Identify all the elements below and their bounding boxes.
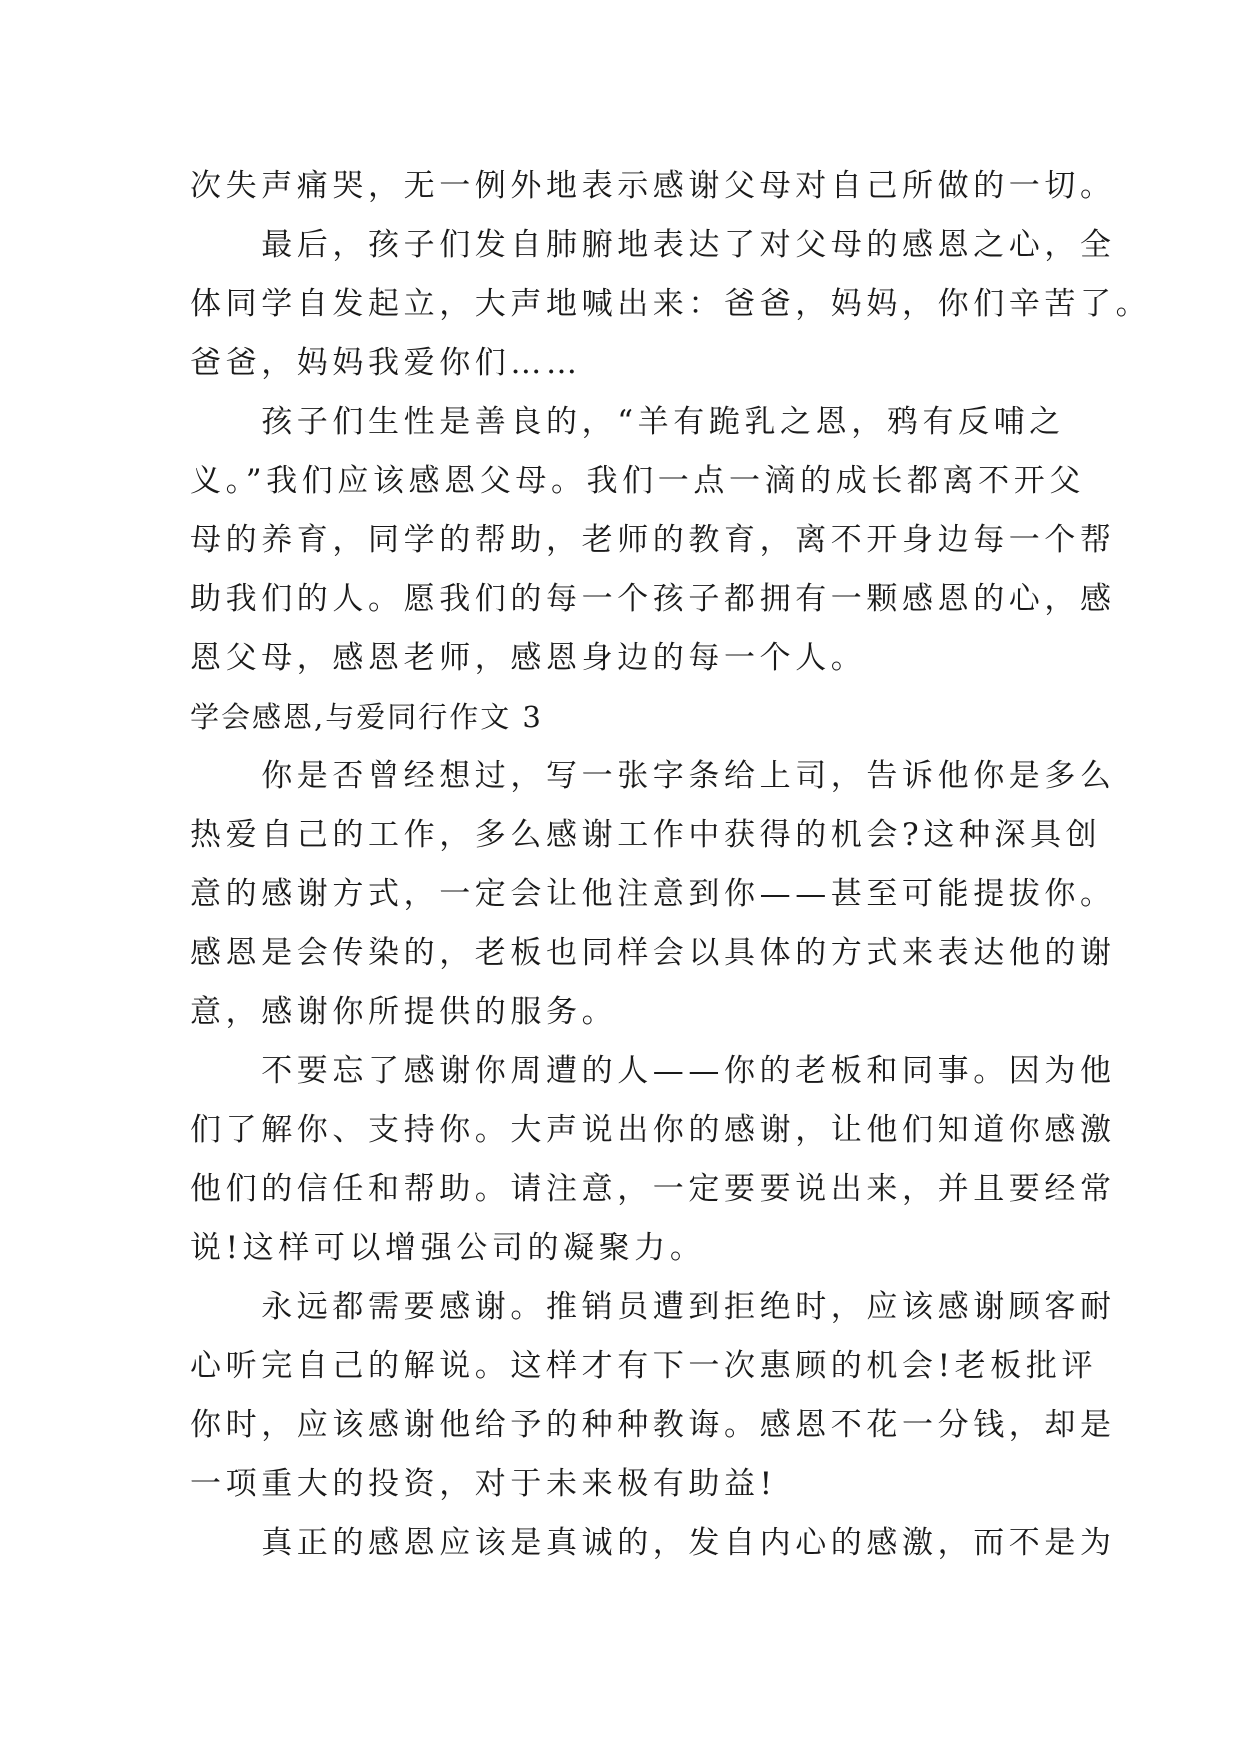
text-line: 心听完自己的解说。这样才有下一次惠顾的机会!老板批评	[190, 1348, 1098, 1384]
text-line: 母的养育，同学的帮助，老师的教育，离不开身边每一个帮	[190, 522, 1116, 558]
text-line: 体同学自发起立，大声地喊出来：爸爸，妈妈，你们辛苦了。	[190, 286, 1152, 322]
text-line: 热爱自己的工作，多么感谢工作中获得的机会?这种深具创	[190, 817, 1102, 853]
text-line: 你时，应该感谢他给予的种种教诲。感恩不花一分钱，却是	[190, 1407, 1116, 1443]
text-line: 意的感谢方式，一定会让他注意到你——甚至可能提拔你。	[190, 876, 1116, 912]
text-line: 你是否曾经想过，写一张字条给上司，告诉他你是多么	[190, 758, 1116, 794]
text-line: 说!这样可以增强公司的凝聚力。	[190, 1230, 706, 1266]
text-line: 义。”我们应该感恩父母。我们一点一滴的成长都离不开父	[190, 463, 1085, 499]
text-line: 不要忘了感谢你周遭的人——你的老板和同事。因为他	[190, 1053, 1116, 1089]
text-line: 孩子们生性是善良的，“羊有跪乳之恩，鸦有反哺之	[190, 404, 1065, 440]
text-line: 意，感谢你所提供的服务。	[190, 994, 618, 1030]
text-line: 爸爸，妈妈我爱你们……	[190, 345, 582, 381]
text-line: 助我们的人。愿我们的每一个孩子都拥有一颗感恩的心，感	[190, 581, 1116, 617]
text-line: 永远都需要感谢。推销员遭到拒绝时，应该感谢顾客耐	[190, 1289, 1116, 1325]
text-line: 们了解你、支持你。大声说出你的感谢，让他们知道你感激	[190, 1112, 1116, 1148]
text-line: 次失声痛哭，无一例外地表示感谢父母对自己所做的一切。	[190, 168, 1116, 204]
text-line: 感恩是会传染的，老板也同样会以具体的方式来表达他的谢	[190, 935, 1116, 971]
text-line: 一项重大的投资，对于未来极有助益!	[190, 1466, 777, 1502]
text-line: 他们的信任和帮助。请注意，一定要要说出来，并且要经常	[190, 1171, 1116, 1207]
text-line: 最后，孩子们发自肺腑地表达了对父母的感恩之心，全	[190, 227, 1116, 263]
text-line: 真正的感恩应该是真诚的，发自内心的感激，而不是为	[190, 1525, 1116, 1561]
text-line: 恩父母，感恩老师，感恩身边的每一个人。	[190, 640, 867, 676]
section-heading: 学会感恩,与爱同行作文 3	[190, 700, 543, 734]
